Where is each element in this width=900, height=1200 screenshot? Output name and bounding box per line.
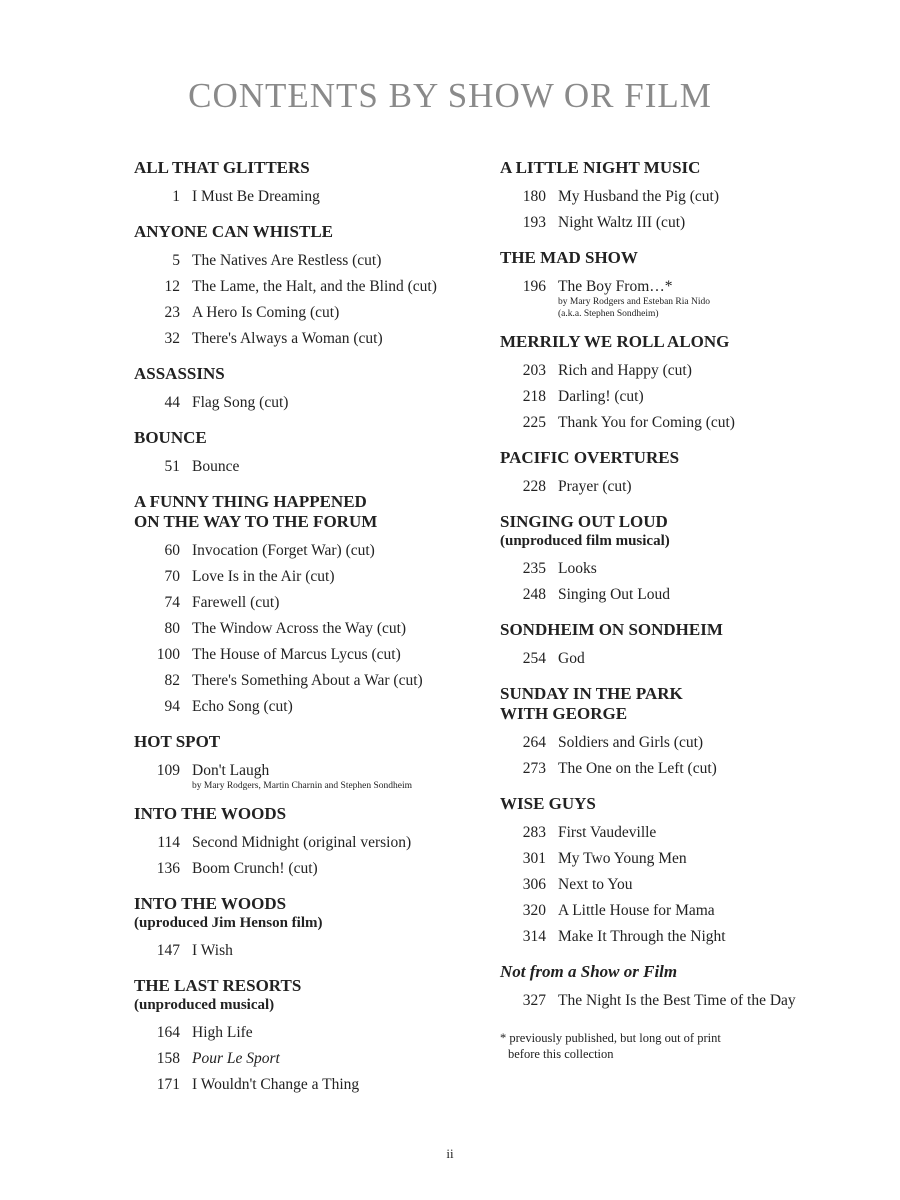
song-page-number: 193: [522, 214, 546, 231]
song-page-number: 218: [522, 388, 546, 405]
song-entry[interactable]: [500, 210, 830, 236]
show-title-line: ASSASSINS: [134, 364, 225, 383]
footnote-line: * previously published, but long out of print: [500, 1031, 721, 1045]
show-section: [134, 732, 474, 792]
song-title: Echo Song (cut): [192, 698, 293, 715]
song-page-number: 1: [172, 188, 180, 205]
song-title: Prayer (cut): [558, 478, 632, 495]
song-page-number: 100: [156, 646, 180, 663]
song-entry[interactable]: [500, 358, 830, 384]
song-entry[interactable]: [134, 274, 474, 300]
song-entry[interactable]: [134, 694, 474, 720]
song-title: Thank You for Coming (cut): [558, 414, 735, 431]
song-page-number: 23: [164, 304, 180, 321]
song-page-number: 320: [522, 902, 546, 919]
song-entry[interactable]: [500, 556, 830, 582]
song-page-number: 254: [522, 650, 546, 667]
song-entry[interactable]: [134, 856, 474, 882]
song-page-number: 180: [522, 188, 546, 205]
show-title: [134, 492, 474, 532]
show-title-line: BOUNCE: [134, 428, 207, 447]
song-entry[interactable]: [500, 582, 830, 608]
show-section: [134, 976, 474, 1098]
song-entry[interactable]: [134, 642, 474, 668]
song-entry[interactable]: [500, 474, 830, 500]
show-title-line: Not from a Show or Film: [500, 962, 678, 981]
song-title: Rich and Happy (cut): [558, 362, 692, 379]
song-page-number: 74: [164, 594, 180, 611]
song-title: My Two Young Men: [558, 850, 687, 867]
show-section: [500, 684, 830, 782]
show-title: [134, 158, 474, 178]
song-title: The Natives Are Restless (cut): [192, 252, 382, 269]
show-section: [500, 248, 830, 320]
song-title: Looks: [558, 560, 597, 577]
song-page-number: 51: [164, 458, 180, 475]
show-section: [500, 620, 830, 672]
song-title: The Lame, the Halt, and the Blind (cut): [192, 278, 437, 295]
show-section: [500, 512, 830, 608]
show-title: [500, 962, 830, 982]
show-title: [134, 222, 474, 242]
show-title: [500, 248, 830, 268]
song-title: I Must Be Dreaming: [192, 188, 320, 205]
show-subtitle: (uproduced Jim Henson film): [134, 915, 323, 931]
song-page-number: 327: [522, 992, 546, 1009]
show-title: [134, 364, 474, 384]
song-entry[interactable]: [500, 184, 830, 210]
song-credit-alias: (a.k.a. Stephen Sondheim): [558, 309, 659, 319]
show-section: [134, 492, 474, 720]
song-title: Soldiers and Girls (cut): [558, 734, 704, 751]
show-section: [500, 962, 830, 1014]
show-title-line: THE MAD SHOW: [500, 248, 638, 267]
song-title: High Life: [192, 1024, 253, 1041]
show-title: [134, 976, 474, 1014]
song-page-number: 82: [164, 672, 180, 689]
show-title: [500, 512, 830, 550]
song-page-number: 306: [522, 876, 546, 893]
show-title-line: SONDHEIM ON SONDHEIM: [500, 620, 723, 639]
song-title: I Wish: [192, 942, 233, 959]
show-title-line: INTO THE WOODS: [134, 804, 287, 823]
show-title-line: A LITTLE NIGHT MUSIC: [500, 158, 701, 177]
song-title: The One on the Left (cut): [558, 760, 717, 777]
show-title: [134, 428, 474, 448]
show-section: [134, 804, 474, 882]
song-page-number: 136: [156, 860, 180, 877]
song-entry[interactable]: [134, 590, 474, 616]
song-entry[interactable]: [134, 454, 474, 480]
song-page-number: 264: [522, 734, 546, 751]
left-column: [134, 158, 474, 1110]
song-credit: by Mary Rodgers and Esteban Ria Nido: [558, 297, 710, 307]
song-entry[interactable]: [134, 390, 474, 416]
song-page-number: 94: [164, 698, 180, 715]
song-entry[interactable]: [500, 820, 830, 846]
show-title-line: ALL THAT GLITTERS: [134, 158, 310, 177]
song-page-number: 70: [164, 568, 180, 585]
song-entry[interactable]: [134, 300, 474, 326]
show-title-line: ANYONE CAN WHISTLE: [134, 222, 334, 241]
song-title: My Husband the Pig (cut): [558, 188, 720, 205]
show-section: [134, 428, 474, 480]
show-section: [500, 448, 830, 500]
song-entry[interactable]: [134, 938, 474, 964]
song-page-number: 171: [156, 1076, 180, 1093]
song-page-number: 114: [157, 834, 180, 851]
song-page-number: 12: [164, 278, 180, 295]
song-title: Next to You: [558, 876, 633, 893]
song-entry[interactable]: [134, 668, 474, 694]
song-entry[interactable]: [134, 248, 474, 274]
song-title: A Hero Is Coming (cut): [192, 304, 340, 321]
show-title: [500, 620, 830, 640]
song-entry[interactable]: [134, 830, 474, 856]
show-section: [134, 894, 474, 964]
song-entry[interactable]: [134, 1072, 474, 1098]
song-entry[interactable]: [500, 410, 830, 436]
song-page-number: 235: [522, 560, 546, 577]
song-title: Farewell (cut): [192, 594, 280, 611]
song-entry[interactable]: [134, 538, 474, 564]
song-title: Singing Out Loud: [558, 586, 670, 603]
song-page-number: 228: [522, 478, 546, 495]
song-title: There's Something About a War (cut): [192, 672, 423, 689]
song-entry[interactable]: [500, 846, 830, 872]
song-page-number: 196: [522, 278, 546, 295]
right-column: [500, 158, 830, 1062]
song-entry[interactable]: [500, 924, 830, 950]
song-entry[interactable]: [134, 1020, 474, 1046]
song-title: Invocation (Forget War) (cut): [192, 542, 375, 559]
footnote-line: before this collection: [508, 1047, 614, 1061]
song-title: Bounce: [192, 458, 240, 475]
song-title: The Night Is the Best Time of the Day: [558, 992, 796, 1009]
song-page-number: 164: [156, 1024, 180, 1041]
song-entry[interactable]: [500, 384, 830, 410]
show-title: [500, 684, 830, 724]
song-entry[interactable]: [134, 616, 474, 642]
song-page-number: 109: [156, 762, 180, 779]
show-title: [134, 732, 474, 752]
show-title-line: SINGING OUT LOUD: [500, 512, 668, 531]
song-title: Night Waltz III (cut): [558, 214, 686, 231]
show-section: [134, 364, 474, 416]
song-page-number: 301: [522, 850, 546, 867]
song-page-number: 273: [522, 760, 546, 777]
show-title-line: WITH GEORGE: [500, 704, 628, 723]
song-credit: by Mary Rodgers, Martin Charnin and Stephen Sondheim: [192, 781, 413, 791]
page-number: ii: [446, 1146, 454, 1161]
song-title: Make It Through the Night: [558, 928, 726, 945]
song-entry[interactable]: [500, 872, 830, 898]
song-title: Second Midnight (original version): [192, 834, 412, 851]
show-title-line: A FUNNY THING HAPPENED: [134, 492, 367, 511]
show-section: [134, 222, 474, 352]
song-entry[interactable]: [500, 646, 830, 672]
song-title: Darling! (cut): [558, 388, 644, 405]
show-title: [134, 804, 474, 824]
show-title-line: WISE GUYS: [500, 794, 596, 813]
song-title: I Wouldn't Change a Thing: [192, 1076, 360, 1093]
show-title-line: SUNDAY IN THE PARK: [500, 684, 683, 703]
song-page-number: 248: [522, 586, 546, 603]
song-title: The Boy From…*: [558, 278, 673, 295]
show-title: [500, 332, 830, 352]
song-entry[interactable]: [500, 988, 830, 1014]
show-title-line: HOT SPOT: [134, 732, 221, 751]
song-page-number: 44: [164, 394, 180, 411]
song-entry[interactable]: [134, 184, 474, 210]
song-page-number: 32: [164, 330, 180, 347]
song-title: Boom Crunch! (cut): [192, 860, 318, 877]
song-title: The House of Marcus Lycus (cut): [192, 646, 401, 663]
song-title: Love Is in the Air (cut): [192, 568, 335, 585]
page-title: CONTENTS BY SHOW OR FILM: [188, 76, 712, 115]
show-title: [500, 794, 830, 814]
show-title-line: INTO THE WOODS: [134, 894, 287, 913]
song-page-number: 5: [172, 252, 180, 269]
song-page-number: 225: [522, 414, 546, 431]
show-section: [134, 158, 474, 210]
song-entry[interactable]: [134, 564, 474, 590]
song-entry[interactable]: [134, 1046, 474, 1072]
song-page-number: 80: [164, 620, 180, 637]
show-section: [500, 794, 830, 950]
song-title: Don't Laugh: [192, 762, 270, 779]
show-title: [134, 894, 474, 932]
song-entry[interactable]: [500, 898, 830, 924]
footnote: [500, 1030, 830, 1062]
song-page-number: 283: [522, 824, 546, 841]
show-title-line: ON THE WAY TO THE FORUM: [134, 512, 378, 531]
song-page-number: 314: [522, 928, 546, 945]
song-title: Flag Song (cut): [192, 394, 289, 411]
show-section: [500, 332, 830, 436]
song-page-number: 203: [522, 362, 546, 379]
show-title: [500, 448, 830, 468]
song-title: There's Always a Woman (cut): [192, 330, 383, 347]
song-entry[interactable]: [500, 730, 830, 756]
song-title: God: [558, 650, 585, 667]
song-title: The Window Across the Way (cut): [192, 620, 407, 637]
song-entry[interactable]: [500, 756, 830, 782]
show-title-line: PACIFIC OVERTURES: [500, 448, 680, 467]
show-title: [500, 158, 830, 178]
song-title: A Little House for Mama: [558, 902, 715, 919]
song-title: Pour Le Sport: [192, 1050, 280, 1067]
song-entry[interactable]: [134, 326, 474, 352]
song-page-number: 158: [156, 1050, 180, 1067]
song-page-number: 60: [164, 542, 180, 559]
song-page-number: 147: [156, 942, 180, 959]
show-subtitle: (unproduced film musical): [500, 533, 670, 549]
show-title-line: MERRILY WE ROLL ALONG: [500, 332, 730, 351]
show-subtitle: (unproduced musical): [134, 997, 275, 1013]
show-section: [500, 158, 830, 236]
show-title-line: THE LAST RESORTS: [134, 976, 302, 995]
song-title: First Vaudeville: [558, 824, 657, 841]
